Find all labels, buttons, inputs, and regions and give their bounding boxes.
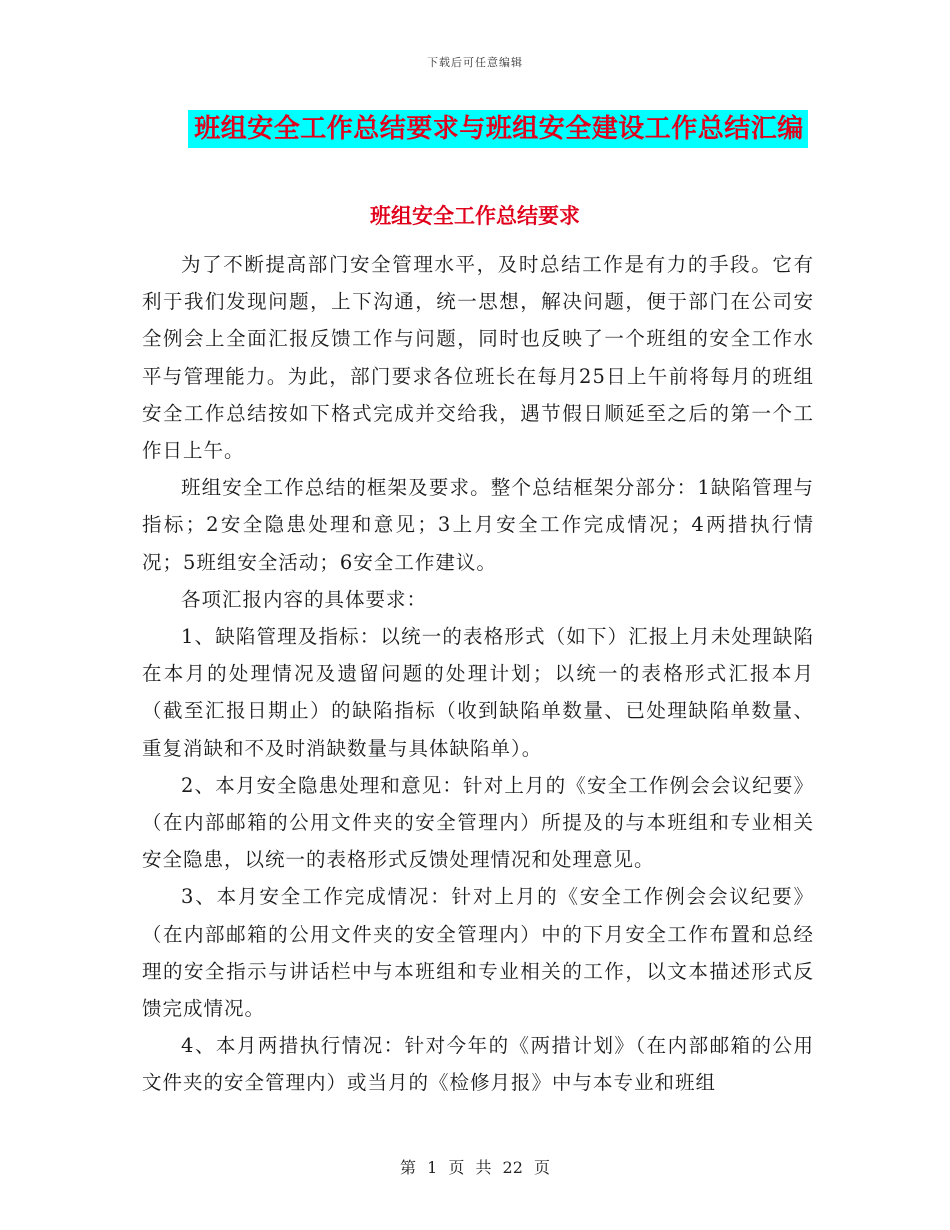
document-body xyxy=(142,246,814,1102)
paragraph-item-3: 3、本月安全工作完成情况：针对上月的《安全工作例会会议纪要》（在内部邮箱的公用文件夹的安全管理内）中的下月安全工作布置和总经理的安全指示与讲话栏中与本班组和专业相关的工作，以文本描述形式反馈完成情况。 xyxy=(142,885,814,1021)
paragraph-requirements-heading: 各项汇报内容的具体要求： xyxy=(181,587,428,611)
paragraph-intro: 为了不断提高部门安全管理水平，及时总结工作是有力的手段。它有利于我们发现问题，上下沟通，统一思想，解决问题，便于部门在公司安全例会上全面汇报反馈工作与问题，同时也反映了一个班组的安全工作水平与管理能力。为此，部门要求各位班长在每月25日上午前将每月的班组安全工作总结按如下格式完成并交给我，遇节假日顺延至之后的第一个工作日上午。 xyxy=(142,253,814,463)
paragraph-item-1: 1、缺陷管理及指标：以统一的表格形式（如下）汇报上月未处理缺陷在本月的处理情况及遗留问题的处理计划；以统一的表格形式汇报本月（截至汇报日期止）的缺陷指标（收到缺陷单数量、已处理缺陷单数量、重复消缺和不及时消缺数量与具体缺陷单）。 xyxy=(142,625,814,760)
paragraph-framework: 班组安全工作总结的框架及要求。整个总结框架分部分：1缺陷管理与指标；2安全隐患处理和意见；3上月安全工作完成情况；4两措执行情况；5班组安全活动；6安全工作建议。 xyxy=(142,476,814,574)
paragraph-item-4: 4、本月两措执行情况：针对今年的《两措计划》（在内部邮箱的公用文件夹的安全管理内）或当月的《检修月报》中与本专业和班组 xyxy=(142,1034,814,1095)
section-title: 班组安全工作总结要求 xyxy=(370,204,580,228)
page-footer: 第 1 页 共 22 页 xyxy=(400,1158,550,1177)
main-title-container xyxy=(0,110,950,148)
main-title: 班组安全工作总结要求与班组安全建设工作总结汇编 xyxy=(188,110,808,148)
header-note: 下载后可任意编辑 xyxy=(427,56,523,69)
paragraph-item-2: 2、本月安全隐患处理和意见：针对上月的《安全工作例会会议纪要》（在内部邮箱的公用文件夹的安全管理内）所提及的与本班组和专业相关安全隐患，以统一的表格形式反馈处理情况和处理意见。 xyxy=(142,773,814,872)
